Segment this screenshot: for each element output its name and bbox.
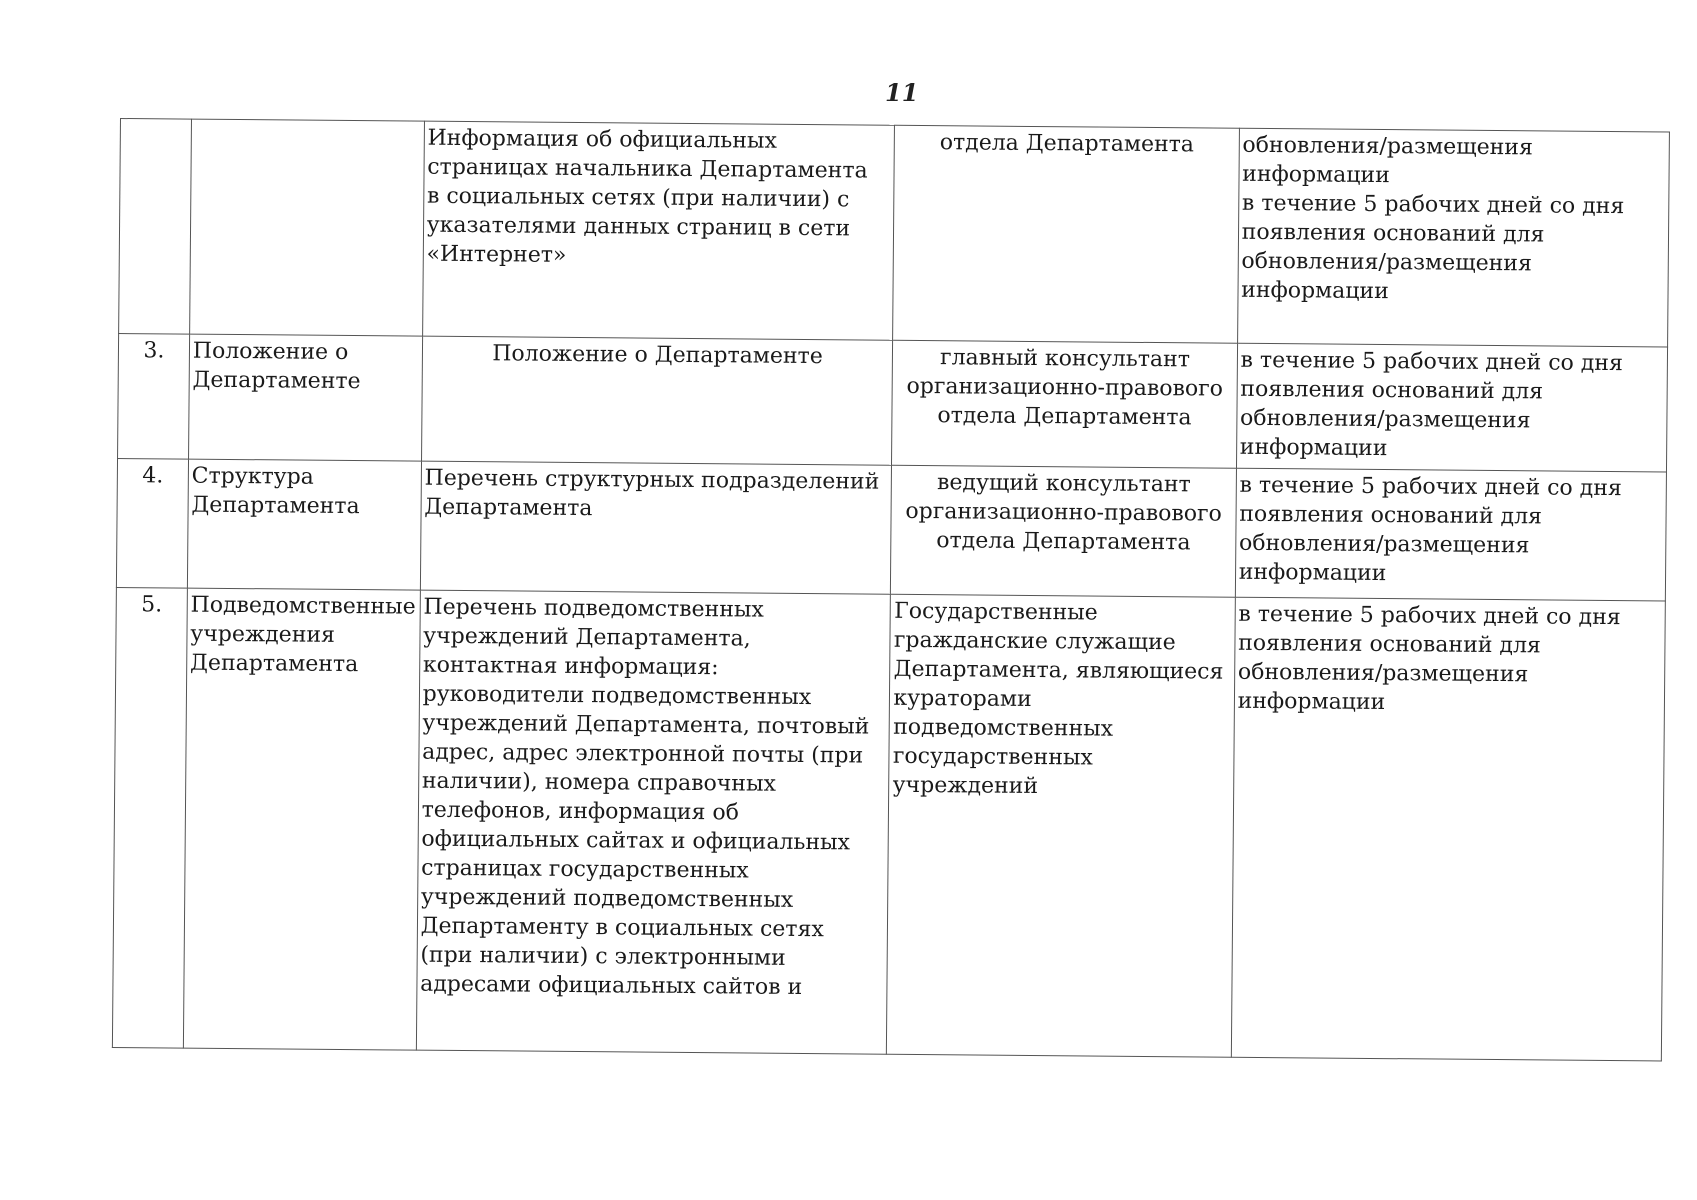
table-row — [119, 119, 1670, 348]
row-number-cell: 4. — [116, 458, 188, 588]
row-number-cell: 5. — [112, 587, 187, 1048]
table-row — [118, 333, 1668, 472]
section-cell: Структура Департамента — [187, 459, 421, 590]
information-table — [112, 118, 1670, 1061]
section-cell — [189, 119, 424, 336]
content-cell: Перечень подведомственных учреждений Департамента, контактная информация: руководители подведомственных учреждений Департамента, почтовый адрес, адрес электронной почты (при наличии), номера справочных телефонов, информация об официальных сайтах и официальных страницах государственных учреждений подведомственных Департаменту в социальных сетях (при наличии) с электронными адресами официальных сайтов и — [416, 590, 891, 1054]
section-cell: Положение о Департаменте — [188, 334, 422, 461]
section-cell: Подведомственные учреждения Департамента — [183, 588, 420, 1050]
table-row — [112, 587, 1665, 1060]
content-cell: Положение о Департаменте — [421, 336, 893, 465]
row-number-cell: 3. — [118, 333, 190, 459]
term-cell: в течение 5 рабочих дней со дня появления оснований для обновления/размещения информации — [1231, 597, 1665, 1061]
page-number: 11 — [885, 78, 919, 107]
responsible-cell: отдела Департамента — [893, 125, 1239, 343]
row-number-cell — [119, 119, 192, 335]
responsible-cell: главный консультант организационно-правового отдела Департамента — [892, 340, 1237, 468]
responsible-cell: Государственные гражданские служащие Департамента, являющиеся кураторами подведомственных государственных учреждений — [887, 594, 1235, 1057]
responsible-cell: ведущий консультант организационно-правового отдела Департамента — [891, 465, 1236, 597]
term-cell: обновления/размещения информации в течение 5 рабочих дней со дня появления оснований для обновления/размещения информации — [1237, 128, 1669, 347]
term-cell: в течение 5 рабочих дней со дня появления оснований для обновления/размещения информации — [1235, 468, 1666, 601]
term-cell: в течение 5 рабочих дней со дня появления оснований для обновления/размещения информации — [1236, 343, 1667, 472]
table-row — [116, 458, 1666, 601]
content-cell: Перечень структурных подразделений Департамента — [420, 461, 892, 594]
content-cell: Информация об официальных страницах начальника Департамента в социальных сетях (при наличии) с указателями данных страниц в сети «Интернет» — [422, 121, 895, 340]
